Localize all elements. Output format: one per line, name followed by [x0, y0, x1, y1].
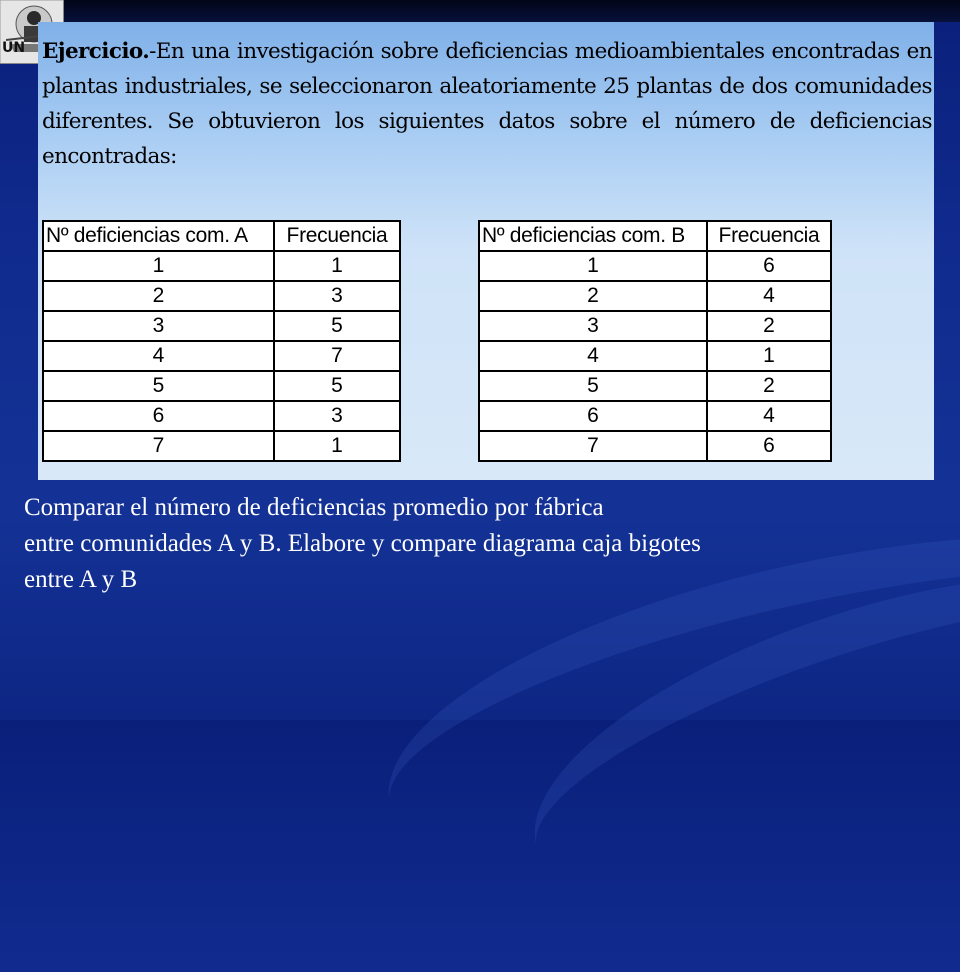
table-cell: 6: [707, 431, 831, 461]
table-cell: 4: [707, 281, 831, 311]
table-cell: 7: [43, 431, 274, 461]
table-row: [43, 281, 400, 311]
table-cell: 4: [43, 341, 274, 371]
table-row: [479, 311, 831, 341]
table-cell: 1: [707, 341, 831, 371]
frequency-table-b: [478, 220, 832, 462]
table-cell: 2: [479, 281, 707, 311]
column-header: Nº deficiencias com. B: [479, 221, 707, 251]
table-cell: 6: [479, 401, 707, 431]
table-cell: 1: [274, 431, 400, 461]
table-row: [479, 251, 831, 281]
frequency-table-a: [42, 220, 401, 462]
table-cell: 3: [479, 311, 707, 341]
table-row: [479, 281, 831, 311]
table-cell: 5: [274, 371, 400, 401]
table-row: [479, 401, 831, 431]
question-text: [24, 490, 944, 598]
table-cell: 3: [43, 311, 274, 341]
table-cell: 6: [707, 251, 831, 281]
table-cell: 7: [479, 431, 707, 461]
table-cell: 5: [274, 311, 400, 341]
table-cell: 1: [479, 251, 707, 281]
logo-text: UN: [2, 40, 26, 56]
table-cell: 4: [479, 341, 707, 371]
table-row: [479, 341, 831, 371]
table-cell: 7: [274, 341, 400, 371]
table-cell: 2: [707, 371, 831, 401]
exercise-paragraph: [42, 34, 932, 174]
table-row: [43, 431, 400, 461]
question-line: entre A y B: [24, 566, 138, 593]
table-row: [43, 401, 400, 431]
top-bar: [0, 0, 960, 22]
table-row: [43, 251, 400, 281]
table-cell: 5: [43, 371, 274, 401]
question-line: Comparar el número de deficiencias promedio por fábrica: [24, 494, 604, 521]
table-cell: 6: [43, 401, 274, 431]
table-cell: 2: [43, 281, 274, 311]
table-row: [43, 371, 400, 401]
table-cell: 4: [707, 401, 831, 431]
question-line: entre comunidades A y B. Elabore y compare diagrama caja bigotes: [24, 530, 701, 557]
table-cell: 3: [274, 281, 400, 311]
table-cell: 5: [479, 371, 707, 401]
exercise-label: Ejercicio.: [42, 39, 150, 64]
table-cell: 1: [274, 251, 400, 281]
table-row: [479, 431, 831, 461]
table-header-row: [479, 221, 831, 251]
column-header: Frecuencia: [274, 221, 400, 251]
table-header-row: [43, 221, 400, 251]
table-cell: 3: [274, 401, 400, 431]
column-header: Nº deficiencias com. A: [43, 221, 274, 251]
exercise-panel: [38, 22, 934, 480]
table-cell: 1: [43, 251, 274, 281]
table-row: [43, 341, 400, 371]
column-header: Frecuencia: [707, 221, 831, 251]
table-row: [479, 371, 831, 401]
table-cell: 2: [707, 311, 831, 341]
table-row: [43, 311, 400, 341]
exercise-text: -En una investigación sobre deficiencias medioambientales encontradas en plantas industriales, se seleccionaron aleatoriamente 25 plantas de dos comunidades diferentes. Se obtuvieron los siguientes datos sobre el número de deficiencias encontradas:: [42, 39, 932, 169]
